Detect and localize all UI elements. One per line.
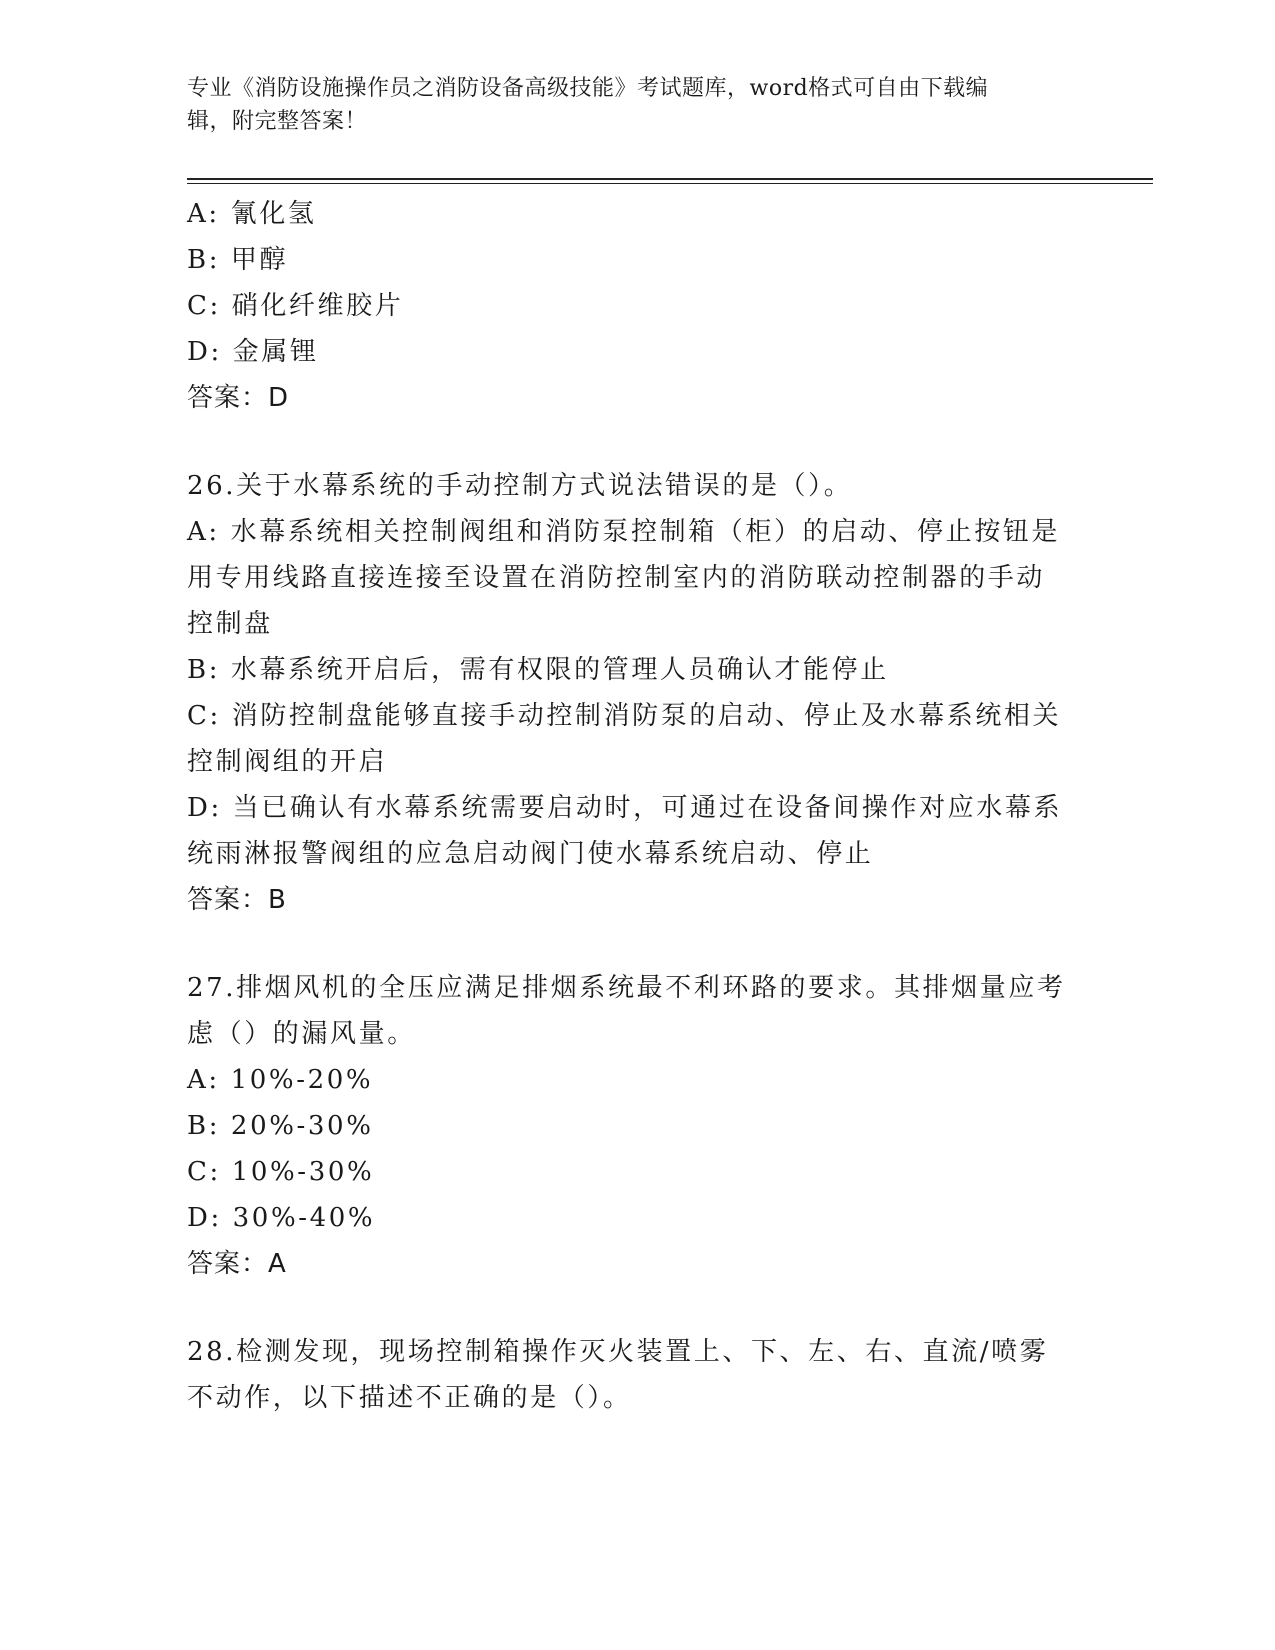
answer-line: 答案：B <box>187 885 287 915</box>
question-25-tail <box>187 191 1087 421</box>
option-b: B: 水幕系统开启后，需有权限的管理人员确认才能停止 <box>187 655 889 685</box>
question-stem: 28.检测发现，现场控制箱操作灭火装置上、下、左、右、直流/喷雾 <box>187 1337 1049 1367</box>
option-a-continued: 控制盘 <box>187 609 273 639</box>
header-rule-thin <box>187 183 1153 184</box>
option-c: C: 硝化纤维胶片 <box>187 291 404 321</box>
question-stem-continued: 不动作，以下描述不正确的是（）。 <box>187 1383 632 1413</box>
question-stem: 27.排烟风机的全压应满足排烟系统最不利环路的要求。其排烟量应考 <box>187 973 1066 1003</box>
question-27 <box>187 965 1087 1287</box>
option-b: B: 甲醇 <box>187 245 289 275</box>
spacer <box>187 923 1087 965</box>
option-b: B: 20%-30% <box>187 1111 374 1141</box>
option-a: A: 水幕系统相关控制阀组和消防泵控制箱（柜）的启动、停止按钮是 <box>187 517 1061 547</box>
option-d: D: 金属锂 <box>187 337 319 367</box>
option-d: D: 30%-40% <box>187 1203 376 1233</box>
question-stem: 26.关于水幕系统的手动控制方式说法错误的是（）。 <box>187 471 853 501</box>
spacer <box>187 421 1087 463</box>
question-list <box>187 191 1087 1421</box>
option-c-continued: 控制阀组的开启 <box>187 747 388 777</box>
spacer <box>187 1287 1087 1329</box>
option-a: A: 10%-20% <box>187 1065 374 1095</box>
question-28 <box>187 1329 1087 1421</box>
option-d: D: 当已确认有水幕系统需要启动时，可通过在设备间操作对应水幕系 <box>187 793 1063 823</box>
answer-line: 答案：D <box>187 383 290 413</box>
option-a: A: 氰化氢 <box>187 199 317 229</box>
option-a-continued: 用专用线路直接连接至设置在消防控制室内的消防联动控制器的手动 <box>187 563 1046 593</box>
option-c: C: 消防控制盘能够直接手动控制消防泵的启动、停止及水幕系统相关 <box>187 701 1062 731</box>
question-26 <box>187 463 1087 923</box>
option-c: C: 10%-30% <box>187 1157 375 1187</box>
header-rule-thick <box>187 178 1153 180</box>
header-line-1: 专业《消防设施操作员之消防设备高级技能》考试题库，word格式可自由下载编 <box>187 76 989 101</box>
document-header <box>187 72 1067 138</box>
question-stem-continued: 虑（）的漏风量。 <box>187 1019 416 1049</box>
header-line-2: 辑，附完整答案！ <box>187 109 368 134</box>
answer-line: 答案：A <box>187 1249 287 1279</box>
option-d-continued: 统雨淋报警阀组的应急启动阀门使水幕系统启动、停止 <box>187 839 874 869</box>
